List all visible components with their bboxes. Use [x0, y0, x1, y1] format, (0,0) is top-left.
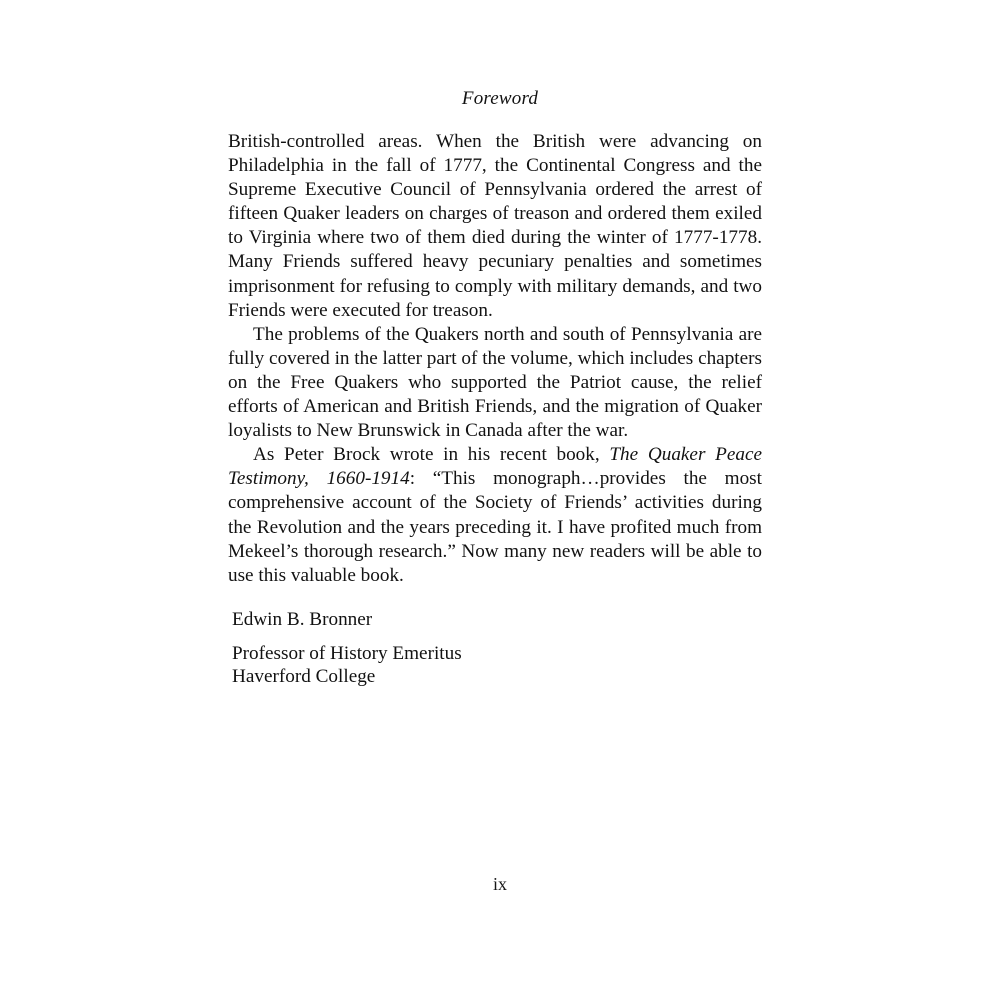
paragraph-3-run-3: : “This monograph…provides the most comprehensive account of the Society of Friends’ activities during the Revolution and the years preceding it. I have profited much from Mekeel’s thorough research.” Now many new readers will be able to use this valuable book.	[228, 468, 762, 586]
page-number: ix	[492, 874, 507, 894]
signature-title: Professor of History Emeritus	[232, 642, 462, 664]
running-head: Foreword	[461, 88, 539, 109]
paragraph-1	[228, 130, 762, 323]
signature-block	[232, 608, 652, 689]
paragraph-3-run-1: As Peter Brock wrote in his recent book,	[253, 444, 610, 466]
paragraph-2	[228, 323, 762, 443]
book-title-citation: The Quaker Peace Testimony, 1660-1914	[228, 444, 762, 490]
paragraph-2-run-1: The problems of the Quakers north and south of Pennsylvania are fully covered in the latter part of the volume, which includes chapters on the Free Quakers who supported the Patriot cause, the relief efforts of American and British Friends, and the migration of Quaker loyalists to New Brunswick in Canada after the war.	[228, 323, 762, 442]
signature-affiliation: Haverford College	[232, 666, 376, 687]
paragraph-3	[228, 443, 762, 588]
paragraph-1-run-1: British-controlled areas. When the British were advancing on Philadelphia in the fall of 1777, the Continental Congress and the Supreme Executive Council of Pennsylvania ordered the arrest of fifteen Quaker leaders on charges of treason and ordered them exiled to Virginia where two of them died during the winter of 1777-1778. Many Friends suffered heavy pecuniary penalties and sometimes imprisonment for refusing to comply with military demands, and two Friends were executed for treason.	[228, 131, 762, 321]
signature-name: Edwin B. Bronner	[232, 609, 373, 630]
body-text	[228, 130, 762, 588]
